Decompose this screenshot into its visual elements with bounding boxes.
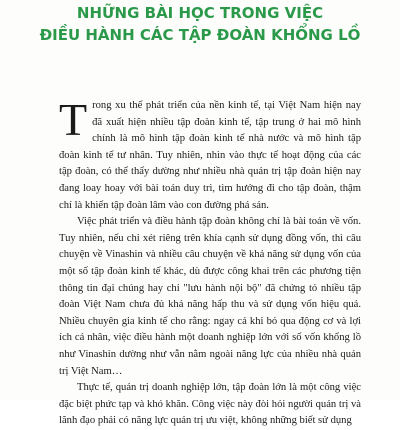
chapter-title [0, 2, 400, 46]
paragraph-1 [59, 94, 361, 214]
drop-cap: T [59, 94, 88, 145]
paragraph-1-text: rong xu thế phát triển của nền kinh tế, tại Việt Nam hiện nay đã xuất hiện nhiều tập đoàn kinh tế, tập trung ở hai mô hình chính là mô hình tập đoàn kinh tế nhà nước và mô hình tập đoàn kinh tế tư nhân. Tuy nhiên, nhìn vào thực tế hoạt động của các tập đoàn, có thể thấy dường như nhiều nhà quản trị tập đoàn hiện nay đang loay hoay với bài toán duy trì, tìm hướng đi cho tập đoàn, thậm chí là khiến tập đoàn lâm vào con đường phá sản. [59, 100, 361, 211]
chapter-title-line-1: NHỮNG BÀI HỌC TRONG VIỆC [76, 4, 324, 22]
paragraph-2: Việc phát triển và điều hành tập đoàn không chỉ là bài toán về vốn. Tuy nhiên, nếu chỉ xét riêng trên khía cạnh sử dụng đồng vốn, thì câu chuyện về Vinashin và nhiều câu chuyện về khả năng sử dụng vốn của một số tập đoàn kinh tế khác, dù được công khai trên các phương tiện thông tin đại chúng hay chỉ "lưu hành nội bộ" đã chứng tỏ nhiều tập đoàn Việt Nam chưa đủ khả năng hấp thu và sử dụng vốn hiệu quả. Nhiều chuyên gia kinh tế cho rằng: ngay cả khi bỏ qua động cơ và lợi ích cá nhân, việc điều hành một doanh nghiệp lớn với số vốn khổng lồ như Vinashin dường như vẫn nằm ngoài năng lực của nhiều nhà quản trị Việt Nam… [59, 216, 361, 377]
chapter-title-line-2: ĐIỀU HÀNH CÁC TẬP ĐOÀN KHỔNG LỒ [39, 26, 361, 44]
paragraph-3: Thực tế, quản trị doanh nghiệp lớn, tập đoàn lớn là một công việc đặc biệt phức tạp và khó khăn. Công việc này đòi hỏi người quản trị và lãnh đạo phải có năng lực quản trị ưu việt, không những biết sử dụng [59, 382, 361, 427]
body-text [59, 94, 361, 430]
